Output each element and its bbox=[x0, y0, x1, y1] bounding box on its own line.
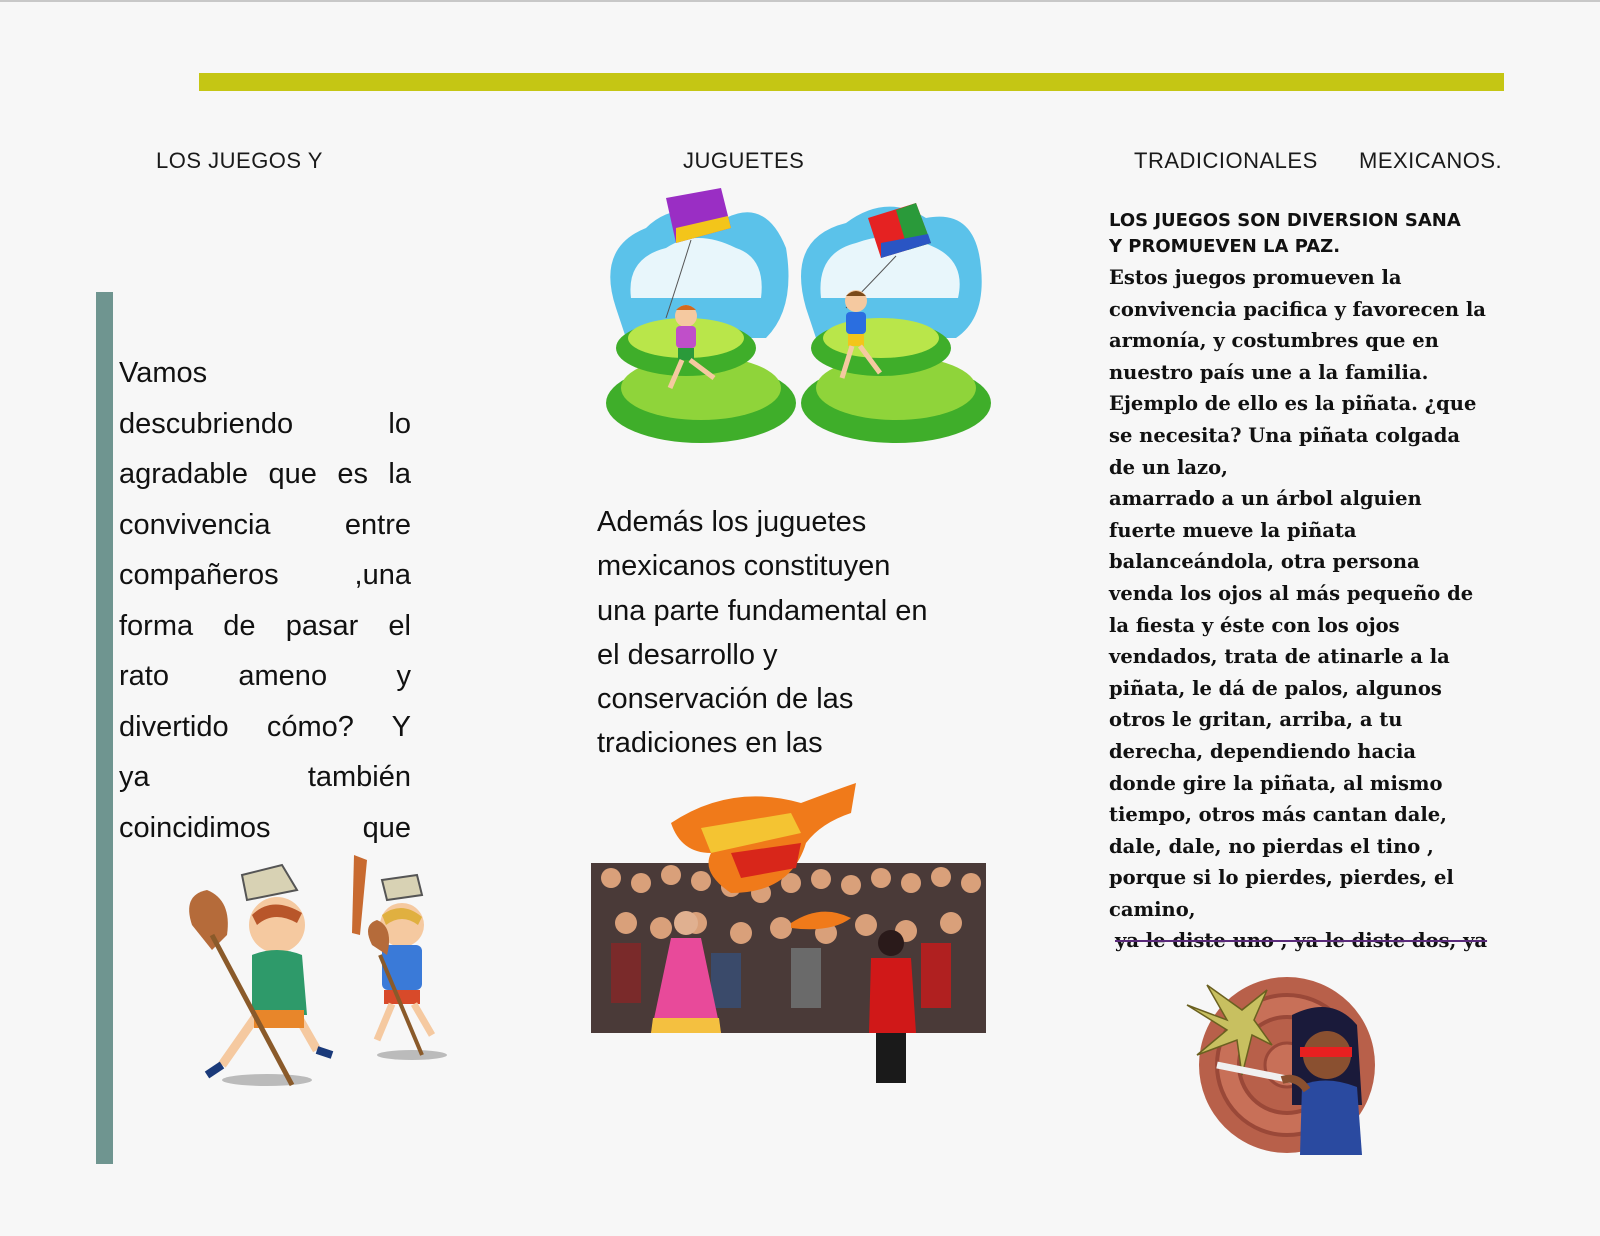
middle-line: conservación de las bbox=[597, 683, 854, 716]
body-line: derecha, dependiendo hacia bbox=[1109, 739, 1417, 763]
middle-line: una parte fundamental en bbox=[597, 594, 928, 627]
right-column-body bbox=[1109, 262, 1504, 957]
body-line: fuerte mueve la piñata bbox=[1109, 518, 1357, 542]
body-line: camino, bbox=[1109, 897, 1196, 921]
body-line: porque si lo pierdes, pierdes, el bbox=[1109, 866, 1454, 890]
heading-line: LOS JUEGOS SON DIVERSION SANA bbox=[1109, 210, 1461, 231]
middle-column-text bbox=[597, 500, 997, 766]
body-line: armonía, y costumbres que en bbox=[1109, 329, 1439, 353]
heading-line: Y PROMUEVEN LA PAZ. bbox=[1109, 236, 1341, 257]
body-line: dale, dale, no pierdas el tino , bbox=[1109, 834, 1434, 858]
left-line: divertido cómo? Y bbox=[119, 710, 411, 743]
left-line: descubriendo lo bbox=[119, 407, 411, 440]
left-line: Vamos bbox=[119, 357, 208, 389]
body-line-struck: ya le diste uno , ya le diste dos, ya bbox=[1115, 929, 1488, 953]
body-line: tiempo, otros más cantan dale, bbox=[1109, 803, 1447, 827]
body-line: Estos juegos promueven la bbox=[1109, 266, 1402, 289]
middle-line: mexicanos constituyen bbox=[597, 550, 891, 583]
left-line: forma de pasar el bbox=[119, 609, 411, 642]
body-line: otros le gritan, arriba, a tu bbox=[1109, 708, 1403, 732]
body-line: la fiesta y éste con los ojos bbox=[1109, 613, 1400, 637]
middle-line: tradiciones en las bbox=[597, 727, 823, 760]
header-accent-bar bbox=[199, 73, 1504, 91]
right-column-heading bbox=[1109, 208, 1499, 260]
body-line: de un lazo, bbox=[1109, 455, 1228, 479]
left-column-accent-bar bbox=[96, 292, 113, 1164]
body-line: piñata, le dá de palos, algunos bbox=[1109, 676, 1442, 700]
title-part-2: JUGUETES bbox=[683, 148, 805, 173]
title-part-1: LOS JUEGOS Y bbox=[156, 148, 323, 173]
body-line: amarrado a un árbol alguien bbox=[1109, 487, 1422, 511]
blindfolded-girl-pinata-illustration bbox=[1182, 975, 1387, 1155]
body-line: Ejemplo de ello es la piñata. ¿que bbox=[1109, 392, 1477, 416]
top-border-line bbox=[0, 0, 1600, 2]
hobby-horse-children-illustration bbox=[182, 855, 452, 1105]
left-line: coincidimos que bbox=[119, 811, 411, 844]
title-part-3: TRADICIONALES bbox=[1134, 148, 1318, 173]
body-line: convivencia pacifica y favorecen la bbox=[1109, 297, 1486, 321]
body-line: venda los ojos al más pequeño de bbox=[1109, 581, 1474, 605]
left-line: rato ameno y bbox=[119, 660, 411, 692]
body-line: balanceándola, otra persona bbox=[1109, 550, 1420, 574]
body-line: nuestro país une a la familia. bbox=[1109, 360, 1429, 384]
left-column-text bbox=[119, 348, 411, 853]
left-line: convivencia entre bbox=[119, 508, 411, 541]
body-line: se necesita? Una piñata colgada bbox=[1109, 423, 1460, 447]
left-line: ya también bbox=[119, 761, 411, 793]
pinata-crowd-photo bbox=[591, 783, 986, 1088]
left-line: compañeros ,una bbox=[119, 559, 411, 591]
body-line: vendados, trata de atinarle a la bbox=[1109, 645, 1450, 669]
kite-children-illustration bbox=[596, 188, 996, 450]
body-line: donde gire la piñata, al mismo bbox=[1109, 771, 1443, 795]
title-part-4: MEXICANOS. bbox=[1359, 148, 1503, 173]
middle-line: el desarrollo y bbox=[597, 638, 778, 671]
middle-line: Además los juguetes bbox=[597, 506, 867, 538]
left-line: agradable que es la bbox=[119, 458, 411, 490]
